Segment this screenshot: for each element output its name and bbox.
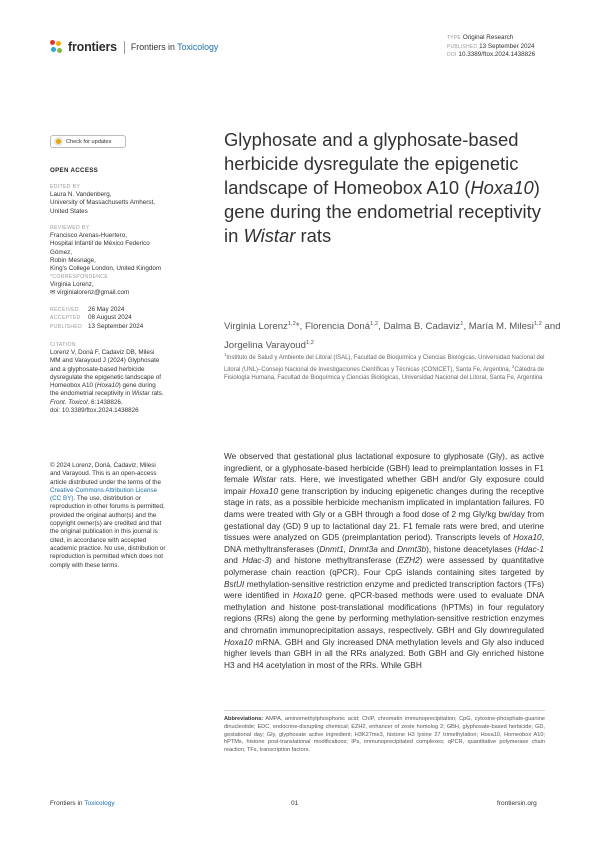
article-title: Glyphosate and a glyphosate-based herbicide dysregulate the epigenetic landscape of Homeobox A10 (Hoxa10) gene during the endometrial receptivity in Wistar rats [224,129,541,246]
email-icon: ✉ [50,289,58,297]
check-updates-icon [54,137,63,146]
author-list: Virginia Lorenz$^{1,2}$*, Florencia Doná$^{1,2}$, Dalma B. Cadaviz$^1$, María M. Milesi$^{1,2}$ and Jorgelina Varayoud$^{1,2}$ [224,321,561,352]
footer-journal: Frontiers in Toxicology [50,800,115,807]
license-link[interactable]: Creative Commons Attribution License (CC BY). [50,486,158,503]
frontiers-logo[interactable] [50,39,218,55]
open-access-label: OPEN ACCESS [50,167,99,174]
citation: CITATION Lorenz V, Doná F, Cadaviz DB, Milesi MM and Varayoud J (2024) Glyphosate and a glyphosate-based herbicide dysregulate the epigenetic landscape of Homeobox A10 (Hoxa10) gene during the endometrial receptivity in Wistar rats. Front. Toxicol. 6:1438826. doi: 10.3389/ftox.2024.1438826 [50,342,164,415]
check-updates-button[interactable]: Check for updates [50,135,126,148]
correspondence: *CORRESPONDENCE Virginia Lorenz, ✉ virginialorenz@gmail.com [50,274,130,297]
abstract-italic-term: Hoxa10 [293,590,322,601]
abstract [224,451,544,671]
abstract-text: gene transcription by inducing epigenetic changes during the receptive stage in rats, as a possible herbicide mechanism implicated in implantation failures. F0 dams were treated with Gly or a GBH through a food dose of 2 mg Gly/kg bw/day from gestational day (GD) 9 up to lactational day 21. F1 female rats were bred, and uterine tissues were analyzed on GD5 (preimplantation period). Transcripts levels of [224,485,544,543]
abstract-italic-term: Hoxa10 [249,485,278,496]
author[interactable]: María M. Milesi$^{1,2}$ [468,321,542,333]
abstract-italic-term: Dnmt3b [397,543,427,554]
publish-date: 13 September 2024 [479,42,535,50]
article-type: Original Research [462,34,514,41]
dates: RECEIVED 26 May 2024 ACCEPTED 08 August 2024 PUBLISHED 13 September 2024 [50,306,144,330]
logo-text: frontiers [68,40,117,54]
abstract-italic-term: Hoxa10 [224,636,253,647]
logo-divider [124,41,125,54]
abbreviations: Abbreviations: AMPA, aminomethylphosphonic acid; ChIP, chromatin immunoprecipitation; CpG, cytosine-phosphate-guanine dinucleotide; EDC, endocrine-disrupting chemical; EZH2, enhancer of zeste homolog 2; GBH, glyphosate-based herbicide; GD, gestational day; Gly, glyphosate active ingredient; H3K27me3, histone H3 lysine 27 trimethylation; Hoxa10, Homeobox A10; hPTMs, histone post-translational modifications; IPs, immunoprecipitated complexes; qPCR, quantitative polymerase chain reaction; TFs, transcription factors. [224,716,545,754]
abstract-italic-term: Hdac-1 [517,543,544,554]
author[interactable]: Florencia Doná$^{1,2}$ [304,321,379,333]
abstract-text: , DNA methyltransferases ( [224,532,544,554]
abstract-italic-term: Wistar [252,474,277,485]
abstract-text: mRNA. GBH and Gly increased DNA methylation levels and Gly also induced higher levels than GBH in all the RRs analyzed. Both GBH and Gly enriched histone H3 and H4 acetylation in most of the RRs. While GBH [224,636,544,670]
abstract-italic-term: Hdac-3 [242,555,269,566]
abstract-text: rats. Here, we investigated whether GBH and/or Gly exposure could impair [224,474,544,496]
author[interactable]: Dalma B. Cadaviz$^1$ [383,321,464,333]
frontiers-logo-icon [50,40,64,54]
abstract-text: ) were assessed by quantitative polymerase chain reaction (qPCR). Four CpG islands containing sites targeted by [224,555,545,577]
journal-name: Frontiers in Toxicology [130,42,219,52]
abstract-text: methylation-sensitive restriction enzyme and predicted transcription factors (TFs) were identified in [224,578,544,601]
abstract-text: We observed that gestational plus lactational exposure to glyphosate (Gly), as active ingredient, or a glyphosate-based herbicide (GBH) lead to preimplantation losses in F1 female [224,451,544,485]
abstract-italic-term: BstUI [224,578,245,589]
abstract-text: ), histone deacetylases ( [426,543,518,554]
page-number: 01 [291,800,299,807]
edited-by: EDITED BY Laura N. Vandenberg, University of Massachusetts Amherst, United States [50,184,155,215]
abbreviations-divider [224,710,545,711]
correspondence-email[interactable]: virginialorenz@gmail.com [57,289,130,297]
abstract-italic-term: Hoxa10 [513,532,542,543]
abstract-italic-term: EZH2 [398,555,420,566]
abstract-text: gene. qPCR-based methods were used to evaluate DNA methylation and histone post-translational modifications (hPTMs) in four regulatory regions (RRs) along the gene by performing methylation-sensitive restriction enzymes and chromatin immunoprecipitation assays, respectively. GBH and Gly downregulated [224,590,544,635]
reviewed-by: REVIEWED BY Francisco Arenas-Huertero, Hospital Infantil de México Federico Gómez, Robin Mesnage, King's College London, United Kingdom [50,225,162,273]
abstract-text: and [377,543,398,554]
abstract-text: ) and histone methyltransferase ( [268,555,399,566]
doi-link[interactable]: 10.3389/ftox.2024.1438826 [458,51,536,59]
abstract-italic-term: Dnmt1, Dnmt3a [319,543,378,554]
affiliations: $^1$Instituto de Salud y Ambiente del Litoral (ISAL), Facultad de Bioquímica y Ciencias Biológicas, Universidad Nacional del Litoral (UNL)–Consejo Nacional de Investigaciones Científicas y Técnicas (CONICET), Santa Fe, Argentina, $^2$Cátedra de Fisiología Humana, Facultad de Bioquímica y Ciencias Biológicas, Universidad Nacional del Litoral, Santa Fe, Argentina [224,352,545,381]
copyright: © 2024 Lorenz, Doná, Cadaviz, Milesi and Varayoud. This is an open-access article distributed under the terms of the Creative Commons Attribution License (CC BY). The use, distribution or reproduction in other forums is permitted, provided the original author(s) and the copyright owner(s) are credited and that the original publication in this journal is cited, in accordance with accepted academic practice. No use, distribution or reproduction is permitted which does not comply with these terms. [50,462,166,569]
article-meta: TYPE Original Research PUBLISHED 13 September 2024 DOI 10.3389/ftox.2024.1438826 [447,34,536,59]
author[interactable]: Jorgelina Varayoud$^{1,2}$ [224,340,315,352]
abstract-text: and [224,555,243,566]
footer-site-link[interactable]: frontiersin.org [497,800,537,807]
author[interactable]: Virginia Lorenz$^{1,2}$* [224,321,300,333]
